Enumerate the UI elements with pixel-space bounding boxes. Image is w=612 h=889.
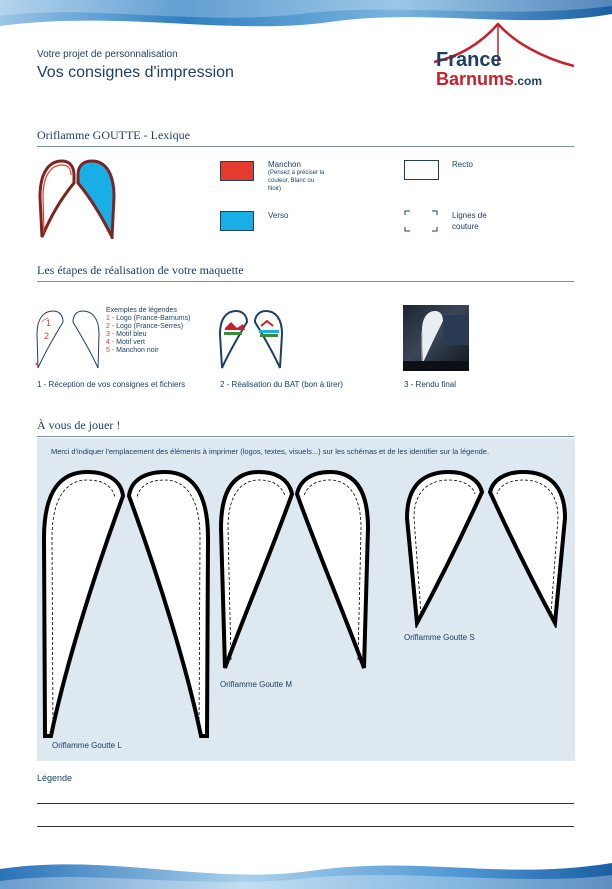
step2-bat-sketch [217,308,285,370]
legend-text: Motif bleu [116,331,147,338]
seam-lines-label: Lignes de couture [452,211,487,231]
legend-example-row [106,323,190,331]
recto-swatch [404,160,439,180]
legend-examples-title: Exemples de légendes [106,307,177,314]
step2-caption: 2 - Réalisation du BAT (bon à tirer) [220,380,343,389]
steps-heading: Les étapes de réalisation de votre maquette [37,263,244,277]
drawing-area[interactable] [37,438,575,761]
divider [37,436,574,437]
seam-lines-icon [404,210,438,232]
legend-num: 5 - [106,347,115,354]
legend-text: Motif vert [116,339,145,346]
page-title: Vos consignes d'impression [37,64,234,81]
step1-caption: 1 - Réception de vos consignes et fichiers [37,380,186,389]
logo-line2: Barnums [436,69,515,89]
lexique-heading: Oriflamme GOUTTE - Lexique [37,128,190,142]
flag-template-s[interactable] [403,468,569,628]
legend-example-row [106,315,190,323]
label-goutte-s: Oriflamme Goutte S [404,633,475,642]
legend-num: 2 - [106,323,115,330]
logo-line1: France [436,49,502,71]
page-subtitle: Votre projet de personnalisation [37,49,178,60]
manchon-swatch [220,161,254,181]
footer-banner [0,847,612,889]
legend-num: 3 - [106,331,115,338]
legend-line-1[interactable] [37,803,574,804]
play-heading: À vous de jouer ! [37,418,121,432]
france-barnums-logo [432,22,577,92]
legend-text: Logo (France-Serres) [116,323,184,330]
step1-marker-2: 2 [44,331,50,341]
step1-marker-1: 1 [46,318,52,328]
legend-examples [106,307,190,355]
flag-template-m[interactable] [217,468,372,673]
legend-example-row [106,347,190,355]
legend-text: Manchon noir [116,347,159,354]
legend-num: 1 - [106,315,115,322]
divider [37,146,574,147]
flag-photo-icon [403,305,469,371]
legend-example-row [106,331,190,339]
logo-suffix: .com [514,74,543,88]
label-goutte-l: Oriflamme Goutte L [52,741,122,750]
verso-label: Verso [268,211,289,220]
legend-heading: Légende [37,773,73,783]
recto-label: Recto [452,160,473,169]
legend-line-2[interactable] [37,826,574,827]
divider [37,281,574,282]
step3-caption: 3 - Rendu final [404,380,457,389]
manchon-note: (Pensez à préciser la couleur, Blanc ou Noir) [268,170,325,192]
manchon-label: Manchon [268,160,301,169]
flag-template-l[interactable] [41,468,211,740]
label-goutte-m: Oriflamme Goutte M [220,680,293,689]
legend-num: 4 - [106,339,115,346]
legend-example-row [106,339,190,347]
flag-diagram [34,157,120,239]
step3-final-photo [403,305,469,371]
instruction-text: Merci d'indiquer l'emplacement des éléments à imprimer (logos, textes, visuels...) sur les schémas et de les identifier sur la légende. [51,447,490,456]
verso-swatch [220,211,254,231]
legend-text: Logo (France-Barnums) [116,315,191,322]
